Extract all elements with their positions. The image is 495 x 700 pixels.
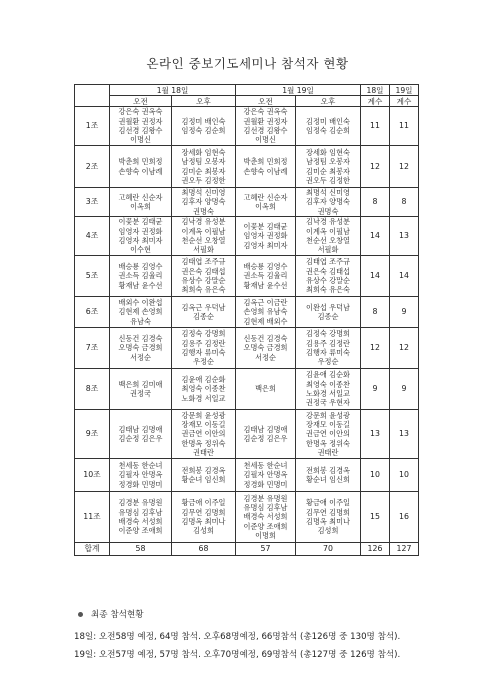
pm18-cell: 김태엽 조주규 권은숙 김태섭 유상수 강말순 최희숙 유은숙 (172, 256, 236, 297)
header-pm-19: 오후 (296, 96, 361, 107)
attendance-table (74, 84, 419, 556)
count19-cell: 13 (390, 217, 419, 256)
table-row (75, 328, 419, 369)
header-row-sessions (75, 96, 419, 107)
count19-cell: 10 (390, 459, 419, 492)
pm19-cell: 김낙경 유성분 이계옥 이필남 천순선 오창열 서필화 (296, 217, 361, 256)
am18-cell: 박춘희 민희정 손향숙 이남례 (110, 146, 172, 188)
header-col18: 18일 (361, 85, 390, 96)
table-row (75, 217, 419, 256)
count19-cell: 13 (390, 410, 419, 459)
pm19-cell: 강문희 윤성광 장재모 이동길 권금연 이안의 한명옥 정위숙 권태란 (296, 410, 361, 459)
group-cell: 2조 (75, 146, 110, 188)
total-value: 58 (110, 543, 172, 556)
group-cell: 10조 (75, 459, 110, 492)
table-row (75, 369, 419, 410)
count19-cell: 16 (390, 492, 419, 543)
count18-cell: 11 (361, 107, 390, 146)
count18-cell: 8 (361, 297, 390, 328)
group-cell: 1조 (75, 107, 110, 146)
am18-cell: 백은희 김미애 권정국 (110, 369, 172, 410)
am19-cell: 백은희 (236, 369, 296, 410)
am19-cell: 김태남 김명애 김순정 김은우 (236, 410, 296, 459)
table-row (75, 107, 419, 146)
am19-cell: 김옥근 이금란 손영희 유남숙 김현제 배외수 (236, 297, 296, 328)
header-col19: 19일 (390, 85, 419, 96)
final-attendance-heading (78, 608, 144, 620)
count18-cell: 13 (361, 410, 390, 459)
group-cell: 4조 (75, 217, 110, 256)
count18-cell: 12 (361, 146, 390, 188)
total-value: 57 (236, 543, 296, 556)
count19-cell: 8 (390, 188, 419, 217)
table-row (75, 297, 419, 328)
stats-line-19: 19일: 오전57명 예정, 57명 참석. 오후70명예정, 69명참석 (총127명 중 126명 참석). (74, 650, 401, 660)
header-am-19: 오전 (236, 96, 296, 107)
count19-cell: 11 (390, 107, 419, 146)
pm18-cell: 김정미 배인숙 임정숙 김순희 (172, 107, 236, 146)
stats-heading-text: 최종 참석현황 (91, 610, 144, 620)
pm18-cell: 전희봉 김경옥 황순녀 임신희 (172, 459, 236, 492)
table-row (75, 146, 419, 188)
count19-cell: 9 (390, 297, 419, 328)
pm18-cell: 김정숙 강명희 김용주 김정란 김행자 류미숙 우정순 (172, 328, 236, 369)
stats-line-18: 18일: 오전58명 예정, 64명 참석. 오후68명예정, 66명참석 (총126명 중 130명 참석). (74, 632, 401, 642)
pm19-cell: 황금애 이주일 김무연 김명희 김명옥 최미나 김성희 (296, 492, 361, 543)
group-cell: 5조 (75, 256, 110, 297)
am19-cell: 신동건 김경숙 오명숙 금경희 서정순 (236, 328, 296, 369)
header-pm-18: 오후 (172, 96, 236, 107)
pm18-cell: 황금애 이주일 김무연 김명희 김명옥 최미나 김성희 (172, 492, 236, 543)
count19-cell: 12 (390, 328, 419, 369)
group-cell: 8조 (75, 369, 110, 410)
group-cell: 11조 (75, 492, 110, 543)
am18-cell: 천세동 한순녀 김필자 안명옥 정경화 민명미 (110, 459, 172, 492)
pm19-cell: 김정숙 강명희 김용주 김정란 김행자 류미숙 우정순 (296, 328, 361, 369)
table-row (75, 459, 419, 492)
pm18-cell: 김윤애 김순화 최영숙 이종찬 노화경 서일교 (172, 369, 236, 410)
total-row (75, 543, 419, 556)
header-empty-cell (75, 85, 110, 107)
total-value: 70 (296, 543, 361, 556)
pm19-cell: 장세화 임현숙 남정팀 오봉자 김미순 최봉자 권오두 김정한 (296, 146, 361, 188)
group-cell: 6조 (75, 297, 110, 328)
table-row (75, 410, 419, 459)
pm19-cell: 최명석 신미영 김후자 양명숙 권명숙 (296, 188, 361, 217)
table-row (75, 188, 419, 217)
am19-cell: 천세동 한순녀 김필자 안명옥 정경화 민명미 (236, 459, 296, 492)
header-day19: 1월 19일 (236, 85, 361, 96)
pm19-cell: 이완섭 우덕남 김종순 (296, 297, 361, 328)
table-row (75, 492, 419, 543)
am19-cell: 김경분 유명원 유명심 김후남 배경숙 서성희 이준양 조애희 이명희 (236, 492, 296, 543)
am18-cell: 배외수 이완섭 김현제 손영희 유남숙 (110, 297, 172, 328)
am18-cell: 김태남 김명애 김순정 김은우 (110, 410, 172, 459)
pm18-cell: 최명석 신미영 김후자 양명숙 권명숙 (172, 188, 236, 217)
total-value: 127 (390, 543, 419, 556)
am19-cell: 배승룡 김영수 권소득 김율리 황재남 윤수선 (236, 256, 296, 297)
header-day18: 1월 18일 (110, 85, 236, 96)
header-am-18: 오전 (110, 96, 172, 107)
count19-cell: 14 (390, 256, 419, 297)
total-value: 68 (172, 543, 236, 556)
table-row (75, 256, 419, 297)
count18-cell: 15 (361, 492, 390, 543)
am18-cell: 이꽃분 김태균 임영자 권정화 김영자 최미자 이수현 (110, 217, 172, 256)
pm18-cell: 김낙경 유성분 이계옥 이필남 천순선 오창열 서필화 (172, 217, 236, 256)
group-cell: 3조 (75, 188, 110, 217)
header-count-19: 계수 (390, 96, 419, 107)
count18-cell: 8 (361, 188, 390, 217)
pm19-cell: 김태엽 조주규 권은숙 김태섭 유상수 강말순 최희숙 유은숙 (296, 256, 361, 297)
count18-cell: 10 (361, 459, 390, 492)
am19-cell: 이꽃분 김태균 임영자 권정화 김영자 최미자 (236, 217, 296, 256)
total-label: 합계 (75, 543, 110, 556)
am19-cell: 고혜란 신순자 이옥희 (236, 188, 296, 217)
am18-cell: 김경분 유명원 유명심 김후남 배경숙 서성희 이준양 조애희 (110, 492, 172, 543)
total-value: 126 (361, 543, 390, 556)
count18-cell: 12 (361, 328, 390, 369)
bullet-icon (78, 612, 83, 617)
am19-cell: 강은숙 권옥숙 권월환 권정자 김선경 김왕수 이명신 (236, 107, 296, 146)
count18-cell: 9 (361, 369, 390, 410)
am18-cell: 고혜란 신순자 이옥희 (110, 188, 172, 217)
pm18-cell: 김옥근 우덕남 김종순 (172, 297, 236, 328)
page-title: 온라인 중보기도세미나 참석자 현황 (146, 56, 349, 71)
am18-cell: 신동건 김경숙 오명숙 금경희 서정순 (110, 328, 172, 369)
pm18-cell: 강문희 윤성광 장재모 이동길 권금연 이안의 한명옥 정위숙 권태란 (172, 410, 236, 459)
pm18-cell: 장세화 임현숙 남정팀 오봉자 김미순 최봉자 권오두 김정한 (172, 146, 236, 188)
pm19-cell: 김윤애 김순화 최영숙 이종찬 노화경 서일교 권정국 우현자 (296, 369, 361, 410)
group-cell: 7조 (75, 328, 110, 369)
count18-cell: 14 (361, 256, 390, 297)
count19-cell: 9 (390, 369, 419, 410)
am19-cell: 박춘희 민희정 손향숙 이남례 (236, 146, 296, 188)
pm19-cell: 김정미 배인숙 임정숙 김순희 (296, 107, 361, 146)
count18-cell: 14 (361, 217, 390, 256)
am18-cell: 강은숙 권옥숙 권월환 권정자 김선경 김왕수 이명신 (110, 107, 172, 146)
header-row-days (75, 85, 419, 96)
header-count-18: 계수 (361, 96, 390, 107)
group-cell: 9조 (75, 410, 110, 459)
pm19-cell: 전희봉 김경옥 황순녀 임신희 (296, 459, 361, 492)
count19-cell: 12 (390, 146, 419, 188)
am18-cell: 배승룡 김영수 권소득 김율리 황재남 윤수선 (110, 256, 172, 297)
